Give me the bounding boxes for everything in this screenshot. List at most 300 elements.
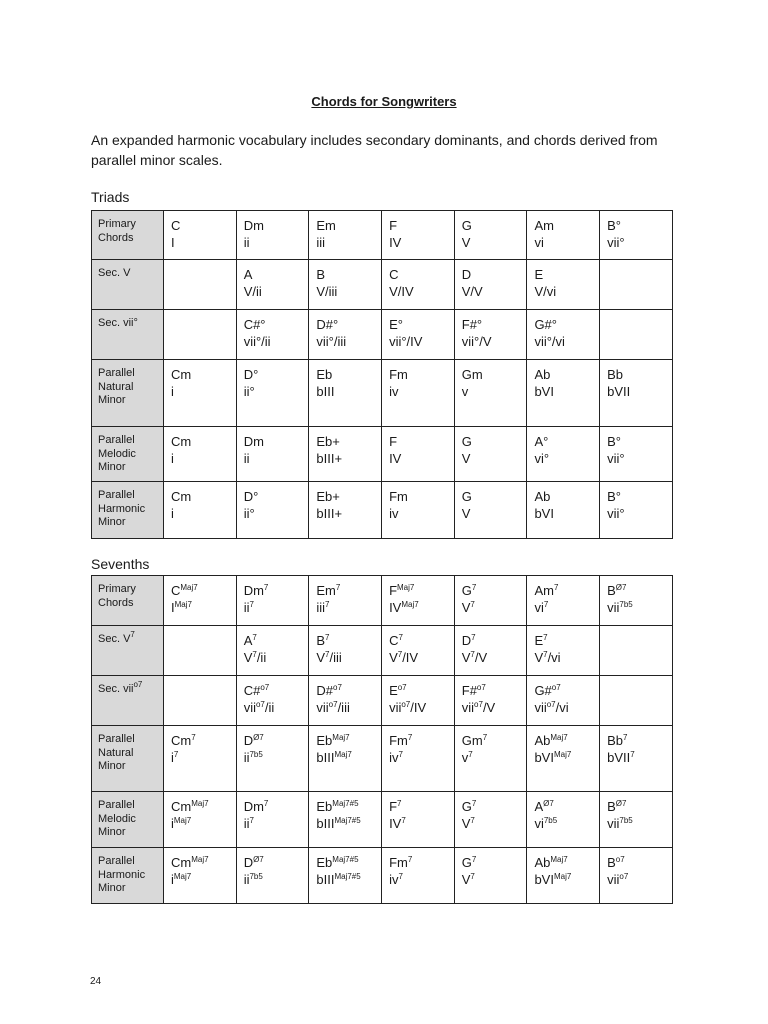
chord-name <box>462 632 527 649</box>
roman-numeral-extension: 7 <box>252 650 257 659</box>
chord-name <box>534 366 599 383</box>
chord-symbol: E <box>534 633 544 648</box>
roman-numeral-extension: 7b5 <box>249 750 263 759</box>
chord-symbol: Cm <box>171 489 192 504</box>
chord-name <box>171 366 236 383</box>
triads-table <box>91 210 673 539</box>
roman-numeral-text: V/iii <box>316 284 338 299</box>
chord-name <box>462 854 527 871</box>
roman-numeral-extension: 7 <box>468 750 473 759</box>
roman-numeral-extension: 7b5 <box>543 816 558 825</box>
row-header <box>92 482 164 539</box>
chord-name <box>316 798 381 815</box>
roman-numeral-text: v <box>461 384 469 399</box>
chord-name <box>316 366 381 383</box>
chord-name <box>607 854 672 871</box>
chord-cell <box>309 482 382 539</box>
roman-numeral <box>244 749 309 766</box>
roman-numeral-extension: 7 <box>325 600 330 609</box>
chord-symbol: C <box>171 583 181 598</box>
roman-numeral-extension: Maj7#5 <box>334 816 361 825</box>
chord-symbol: B <box>316 267 326 282</box>
chord-name <box>171 488 236 505</box>
chord-symbol: E <box>389 683 398 698</box>
roman-numeral-extension: 7 <box>470 600 475 609</box>
chord-symbol: D° <box>243 367 259 382</box>
chord-cell <box>527 726 600 792</box>
chord-name <box>534 854 599 871</box>
chord-name <box>244 682 309 699</box>
triads-heading: Triads <box>91 189 130 205</box>
chord-name <box>316 632 381 649</box>
chord-extension: o7 <box>476 683 486 692</box>
roman-numeral-extension: o7 <box>474 700 483 709</box>
chord-cell <box>600 310 673 360</box>
chord-cell <box>164 792 237 848</box>
table-row <box>92 848 673 904</box>
chord-symbol: Dm <box>243 583 264 598</box>
roman-numeral-text: i <box>171 384 174 399</box>
chord-cell <box>236 360 309 427</box>
chord-name <box>534 632 599 649</box>
chord-extension: o7 <box>397 683 407 692</box>
chord-symbol: B <box>607 855 616 870</box>
roman-numeral-text: V <box>316 650 326 665</box>
row-header <box>92 360 164 427</box>
chord-extension: Maj7#5 <box>332 855 359 864</box>
chord-name <box>316 433 381 450</box>
chord-symbol: G <box>461 855 472 870</box>
roman-numeral <box>534 505 599 522</box>
table-row <box>92 260 673 310</box>
chord-symbol: C# <box>243 683 261 698</box>
roman-numeral <box>171 234 236 251</box>
chord-cell <box>527 482 600 539</box>
roman-numeral <box>462 234 527 251</box>
roman-numeral-text: I <box>171 235 175 250</box>
chord-cell <box>164 360 237 427</box>
chord-cell <box>382 360 455 427</box>
roman-numeral-extension: 7 <box>470 650 475 659</box>
roman-numeral-target: /iii <box>337 700 350 715</box>
roman-numeral-text: V <box>534 650 544 665</box>
row-header-label: Sec. V <box>98 267 131 279</box>
chord-name <box>171 217 236 234</box>
sevenths-table <box>91 575 673 904</box>
row-header <box>92 848 164 904</box>
chord-symbol: Cm <box>171 367 192 382</box>
chord-cell <box>600 792 673 848</box>
roman-numeral-text: vii°/iii <box>316 334 347 349</box>
chord-symbol: Em <box>316 218 336 233</box>
roman-numeral-text: V <box>461 451 471 466</box>
chord-cell <box>527 260 600 310</box>
roman-numeral-text: vii°/IV <box>389 334 423 349</box>
roman-numeral-text: ii <box>243 872 250 887</box>
chord-name <box>462 217 527 234</box>
roman-numeral-text: vii°/ii <box>243 334 271 349</box>
chord-name <box>462 798 527 815</box>
roman-numeral <box>244 649 309 666</box>
chord-cell <box>236 211 309 260</box>
roman-numeral-text: vii° <box>607 235 625 250</box>
roman-numeral <box>244 699 309 716</box>
roman-numeral-text: iii <box>316 235 326 250</box>
row-header <box>92 792 164 848</box>
chord-symbol: G#° <box>534 317 557 332</box>
roman-numeral-text: iv <box>389 384 399 399</box>
roman-numeral <box>534 234 599 251</box>
row-header <box>92 427 164 482</box>
chord-name <box>389 682 454 699</box>
chord-cell <box>164 427 237 482</box>
chord-symbol: Eb <box>316 799 333 814</box>
chord-name <box>462 366 527 383</box>
chord-extension: Maj7#5 <box>332 799 359 808</box>
roman-numeral <box>171 871 236 888</box>
chord-name <box>462 316 527 333</box>
roman-numeral <box>389 234 454 251</box>
roman-numeral <box>462 383 527 400</box>
chord-extension: 7 <box>263 799 269 808</box>
chord-symbol: Ab <box>534 733 551 748</box>
chord-extension: o7 <box>333 683 342 692</box>
chord-cell <box>454 360 527 427</box>
roman-numeral-text: V <box>461 816 471 831</box>
chord-cell <box>309 626 382 676</box>
row-header <box>92 576 164 626</box>
chord-symbol: Ab <box>534 855 551 870</box>
roman-numeral-text: i <box>171 872 174 887</box>
roman-numeral-text: ii <box>243 816 250 831</box>
chord-symbol: Fm <box>389 367 408 382</box>
roman-numeral-text: vii <box>534 700 547 715</box>
roman-numeral <box>462 699 527 716</box>
chord-symbol: D <box>243 733 254 748</box>
chord-cell <box>454 211 527 260</box>
roman-numeral-text: bIII+ <box>316 451 343 466</box>
chord-extension: Ø7 <box>615 583 627 592</box>
roman-numeral-text: bIII <box>316 816 335 831</box>
chord-extension: o7 <box>551 683 561 692</box>
chord-name <box>244 798 309 815</box>
roman-numeral-text: I <box>171 600 175 615</box>
roman-numeral-text: bVI <box>534 872 554 887</box>
roman-numeral-text: bVII <box>607 384 631 399</box>
roman-numeral-text: bVI <box>534 384 554 399</box>
roman-numeral <box>462 749 527 766</box>
chord-symbol: Am <box>534 218 554 233</box>
roman-numeral-text: vi <box>534 600 544 615</box>
roman-numeral-extension: Maj7 <box>553 750 572 759</box>
chord-extension: Maj7 <box>191 855 209 864</box>
roman-numeral <box>316 599 381 616</box>
roman-numeral-extension: o7 <box>619 872 629 881</box>
chord-symbol: Cm <box>171 799 192 814</box>
roman-numeral-text: bIII <box>316 384 335 399</box>
row-header <box>92 260 164 310</box>
roman-numeral <box>607 599 672 616</box>
chord-symbol: Eb+ <box>316 434 340 449</box>
chord-name <box>244 266 309 283</box>
chord-name <box>534 732 599 749</box>
roman-numeral <box>244 450 309 467</box>
roman-numeral <box>316 234 381 251</box>
chord-symbol: F#° <box>461 317 483 332</box>
chord-cell <box>454 260 527 310</box>
table-row <box>92 427 673 482</box>
roman-numeral <box>607 450 672 467</box>
roman-numeral-extension: Maj7 <box>401 600 419 609</box>
chord-symbol: A° <box>534 434 549 449</box>
roman-numeral-text: iv <box>389 506 399 521</box>
chord-cell <box>382 676 455 726</box>
roman-numeral-extension: 7 <box>249 816 254 825</box>
chord-extension: 7 <box>407 733 413 742</box>
chord-cell <box>236 576 309 626</box>
chord-cell <box>309 676 382 726</box>
chord-name <box>389 632 454 649</box>
chord-name <box>389 732 454 749</box>
chord-cell <box>527 360 600 427</box>
chord-name <box>389 433 454 450</box>
roman-numeral <box>534 599 599 616</box>
chord-cell <box>164 211 237 260</box>
chord-extension: o7 <box>260 683 270 692</box>
chord-cell <box>600 676 673 726</box>
roman-numeral <box>462 333 527 350</box>
chord-cell <box>600 260 673 310</box>
chord-symbol: F <box>389 218 398 233</box>
roman-numeral-extension: Maj7 <box>173 816 192 825</box>
chord-symbol: Cm <box>171 855 192 870</box>
chord-symbol: Gm <box>461 367 483 382</box>
chord-symbol: C <box>389 633 399 648</box>
chord-extension: 7 <box>398 633 403 642</box>
chord-symbol: C#° <box>243 317 266 332</box>
row-header-label: Parallel Harmonic Minor <box>98 489 146 528</box>
roman-numeral <box>389 815 454 832</box>
roman-numeral-text: vii <box>389 700 402 715</box>
chord-name <box>171 798 236 815</box>
chord-symbol: G <box>461 434 472 449</box>
roman-numeral-text: bIII <box>316 750 335 765</box>
chord-cell <box>600 576 673 626</box>
roman-numeral <box>607 871 672 888</box>
table-row <box>92 726 673 792</box>
chord-symbol: F <box>389 434 398 449</box>
chord-symbol: A <box>534 799 544 814</box>
chord-cell <box>527 848 600 904</box>
roman-numeral <box>389 599 454 616</box>
chord-symbol: G <box>461 218 472 233</box>
chord-symbol: F# <box>461 683 477 698</box>
chord-cell <box>527 792 600 848</box>
chord-extension: o7 <box>615 855 625 864</box>
chord-cell <box>164 626 237 676</box>
roman-numeral-text: vi <box>534 235 544 250</box>
roman-numeral <box>389 699 454 716</box>
chord-symbol: Ab <box>534 489 551 504</box>
page-title: Chords for Songwriters <box>311 94 457 109</box>
chord-symbol: D <box>243 855 254 870</box>
chord-extension: 7 <box>191 733 196 742</box>
roman-numeral-text: vii° <box>607 451 625 466</box>
chord-name <box>316 682 381 699</box>
roman-numeral-text: vii <box>243 700 256 715</box>
chord-symbol: Fm <box>389 733 408 748</box>
chord-cell <box>527 211 600 260</box>
chord-extension: Ø7 <box>253 733 264 742</box>
table-row <box>92 676 673 726</box>
chord-symbol: Fm <box>389 489 408 504</box>
roman-numeral <box>534 383 599 400</box>
row-header-superscript: o7 <box>133 680 143 689</box>
page-number: 24 <box>90 976 102 987</box>
chord-symbol: C <box>389 267 399 282</box>
roman-numeral-target: /iii <box>329 650 342 665</box>
chord-cell <box>454 626 527 676</box>
row-header-label: Parallel Natural Minor <box>98 367 135 406</box>
intro-paragraph: An expanded harmonic vocabulary includes secondary dominants, and chords derived from parallel minor scales. <box>91 132 658 168</box>
chord-cell <box>164 848 237 904</box>
chord-cell <box>164 676 237 726</box>
chord-cell <box>236 626 309 676</box>
roman-numeral-text: i <box>171 451 174 466</box>
roman-numeral <box>534 450 599 467</box>
chord-cell <box>382 427 455 482</box>
chord-cell <box>236 726 309 792</box>
chord-symbol: Dm <box>243 434 264 449</box>
row-header <box>92 626 164 676</box>
chord-symbol: B <box>607 583 616 598</box>
roman-numeral-text: IV <box>389 451 402 466</box>
roman-numeral <box>316 749 381 766</box>
roman-numeral-text: bVII <box>607 750 631 765</box>
roman-numeral <box>244 599 309 616</box>
roman-numeral-text: vii <box>607 872 620 887</box>
chord-extension: Maj7 <box>550 733 568 742</box>
roman-numeral-text: vii°/vi <box>534 334 565 349</box>
chord-name <box>607 582 672 599</box>
chord-symbol: F <box>389 799 398 814</box>
chord-symbol: B <box>607 799 616 814</box>
roman-numeral-text: IV <box>389 235 402 250</box>
chord-cell <box>309 211 382 260</box>
roman-numeral <box>534 699 599 716</box>
row-header-label: Primary Chords <box>98 583 136 609</box>
roman-numeral <box>534 333 599 350</box>
roman-numeral <box>607 234 672 251</box>
chord-extension: Maj7 <box>191 799 209 808</box>
roman-numeral <box>316 383 381 400</box>
chord-name <box>244 366 309 383</box>
roman-numeral <box>462 450 527 467</box>
chord-symbol: B° <box>607 489 621 504</box>
roman-numeral-text: bIII+ <box>316 506 343 521</box>
roman-numeral-text: ii <box>243 600 250 615</box>
roman-numeral-target: /ii <box>256 650 267 665</box>
chord-name <box>389 316 454 333</box>
row-header-label: Sec. vii <box>98 683 134 695</box>
roman-numeral <box>244 234 309 251</box>
chord-symbol: Eb <box>316 733 333 748</box>
chord-cell <box>527 310 600 360</box>
chord-symbol: Em <box>316 583 336 598</box>
chord-name <box>462 732 527 749</box>
chord-cell <box>382 626 455 676</box>
table-row <box>92 626 673 676</box>
roman-numeral-extension: 7 <box>470 816 475 825</box>
roman-numeral <box>244 283 309 300</box>
table-row <box>92 576 673 626</box>
chord-symbol: Eb+ <box>316 489 340 504</box>
chord-cell <box>236 792 309 848</box>
roman-numeral-extension: 7b5 <box>619 816 633 825</box>
roman-numeral-text: vii <box>461 700 475 715</box>
row-header <box>92 676 164 726</box>
roman-numeral-extension: 7 <box>401 816 406 825</box>
table-row <box>92 792 673 848</box>
chord-cell <box>527 626 600 676</box>
chord-extension: 7 <box>543 633 548 642</box>
roman-numeral <box>534 649 599 666</box>
roman-numeral <box>171 815 236 832</box>
roman-numeral-target: /ii <box>264 700 275 715</box>
chord-name <box>389 488 454 505</box>
chord-name <box>389 582 454 599</box>
chord-cell <box>454 792 527 848</box>
roman-numeral-target: /V <box>474 650 488 665</box>
chord-name <box>389 854 454 871</box>
roman-numeral <box>462 599 527 616</box>
chord-cell <box>164 576 237 626</box>
roman-numeral <box>316 871 381 888</box>
roman-numeral <box>244 505 309 522</box>
roman-numeral-text: V <box>461 872 471 887</box>
table-row <box>92 211 673 260</box>
chord-name <box>389 217 454 234</box>
chord-extension: Ø7 <box>615 799 627 808</box>
chord-symbol: Ab <box>534 367 551 382</box>
roman-numeral-text: V/IV <box>389 284 414 299</box>
roman-numeral <box>462 649 527 666</box>
roman-numeral-text: IV <box>389 600 402 615</box>
chord-cell <box>309 360 382 427</box>
chord-extension: 7 <box>482 733 488 742</box>
chord-name <box>171 854 236 871</box>
chord-cell <box>382 848 455 904</box>
chord-extension: 7 <box>407 855 413 864</box>
chord-name <box>607 488 672 505</box>
chord-symbol: Cm <box>171 434 192 449</box>
chord-cell <box>454 726 527 792</box>
chord-cell <box>164 260 237 310</box>
chord-symbol: Dm <box>243 218 264 233</box>
roman-numeral <box>389 649 454 666</box>
chord-symbol: B° <box>607 434 621 449</box>
chord-extension: Maj7 <box>397 583 415 592</box>
roman-numeral-text: i <box>171 750 174 765</box>
chord-cell <box>527 576 600 626</box>
roman-numeral-text: iii <box>316 600 326 615</box>
chord-name <box>316 732 381 749</box>
roman-numeral-text: ii <box>243 451 250 466</box>
chord-name <box>244 316 309 333</box>
row-header-label: Parallel Melodic Minor <box>98 799 136 838</box>
roman-numeral-extension: 7 <box>543 650 548 659</box>
roman-numeral-extension: 7 <box>470 872 475 881</box>
